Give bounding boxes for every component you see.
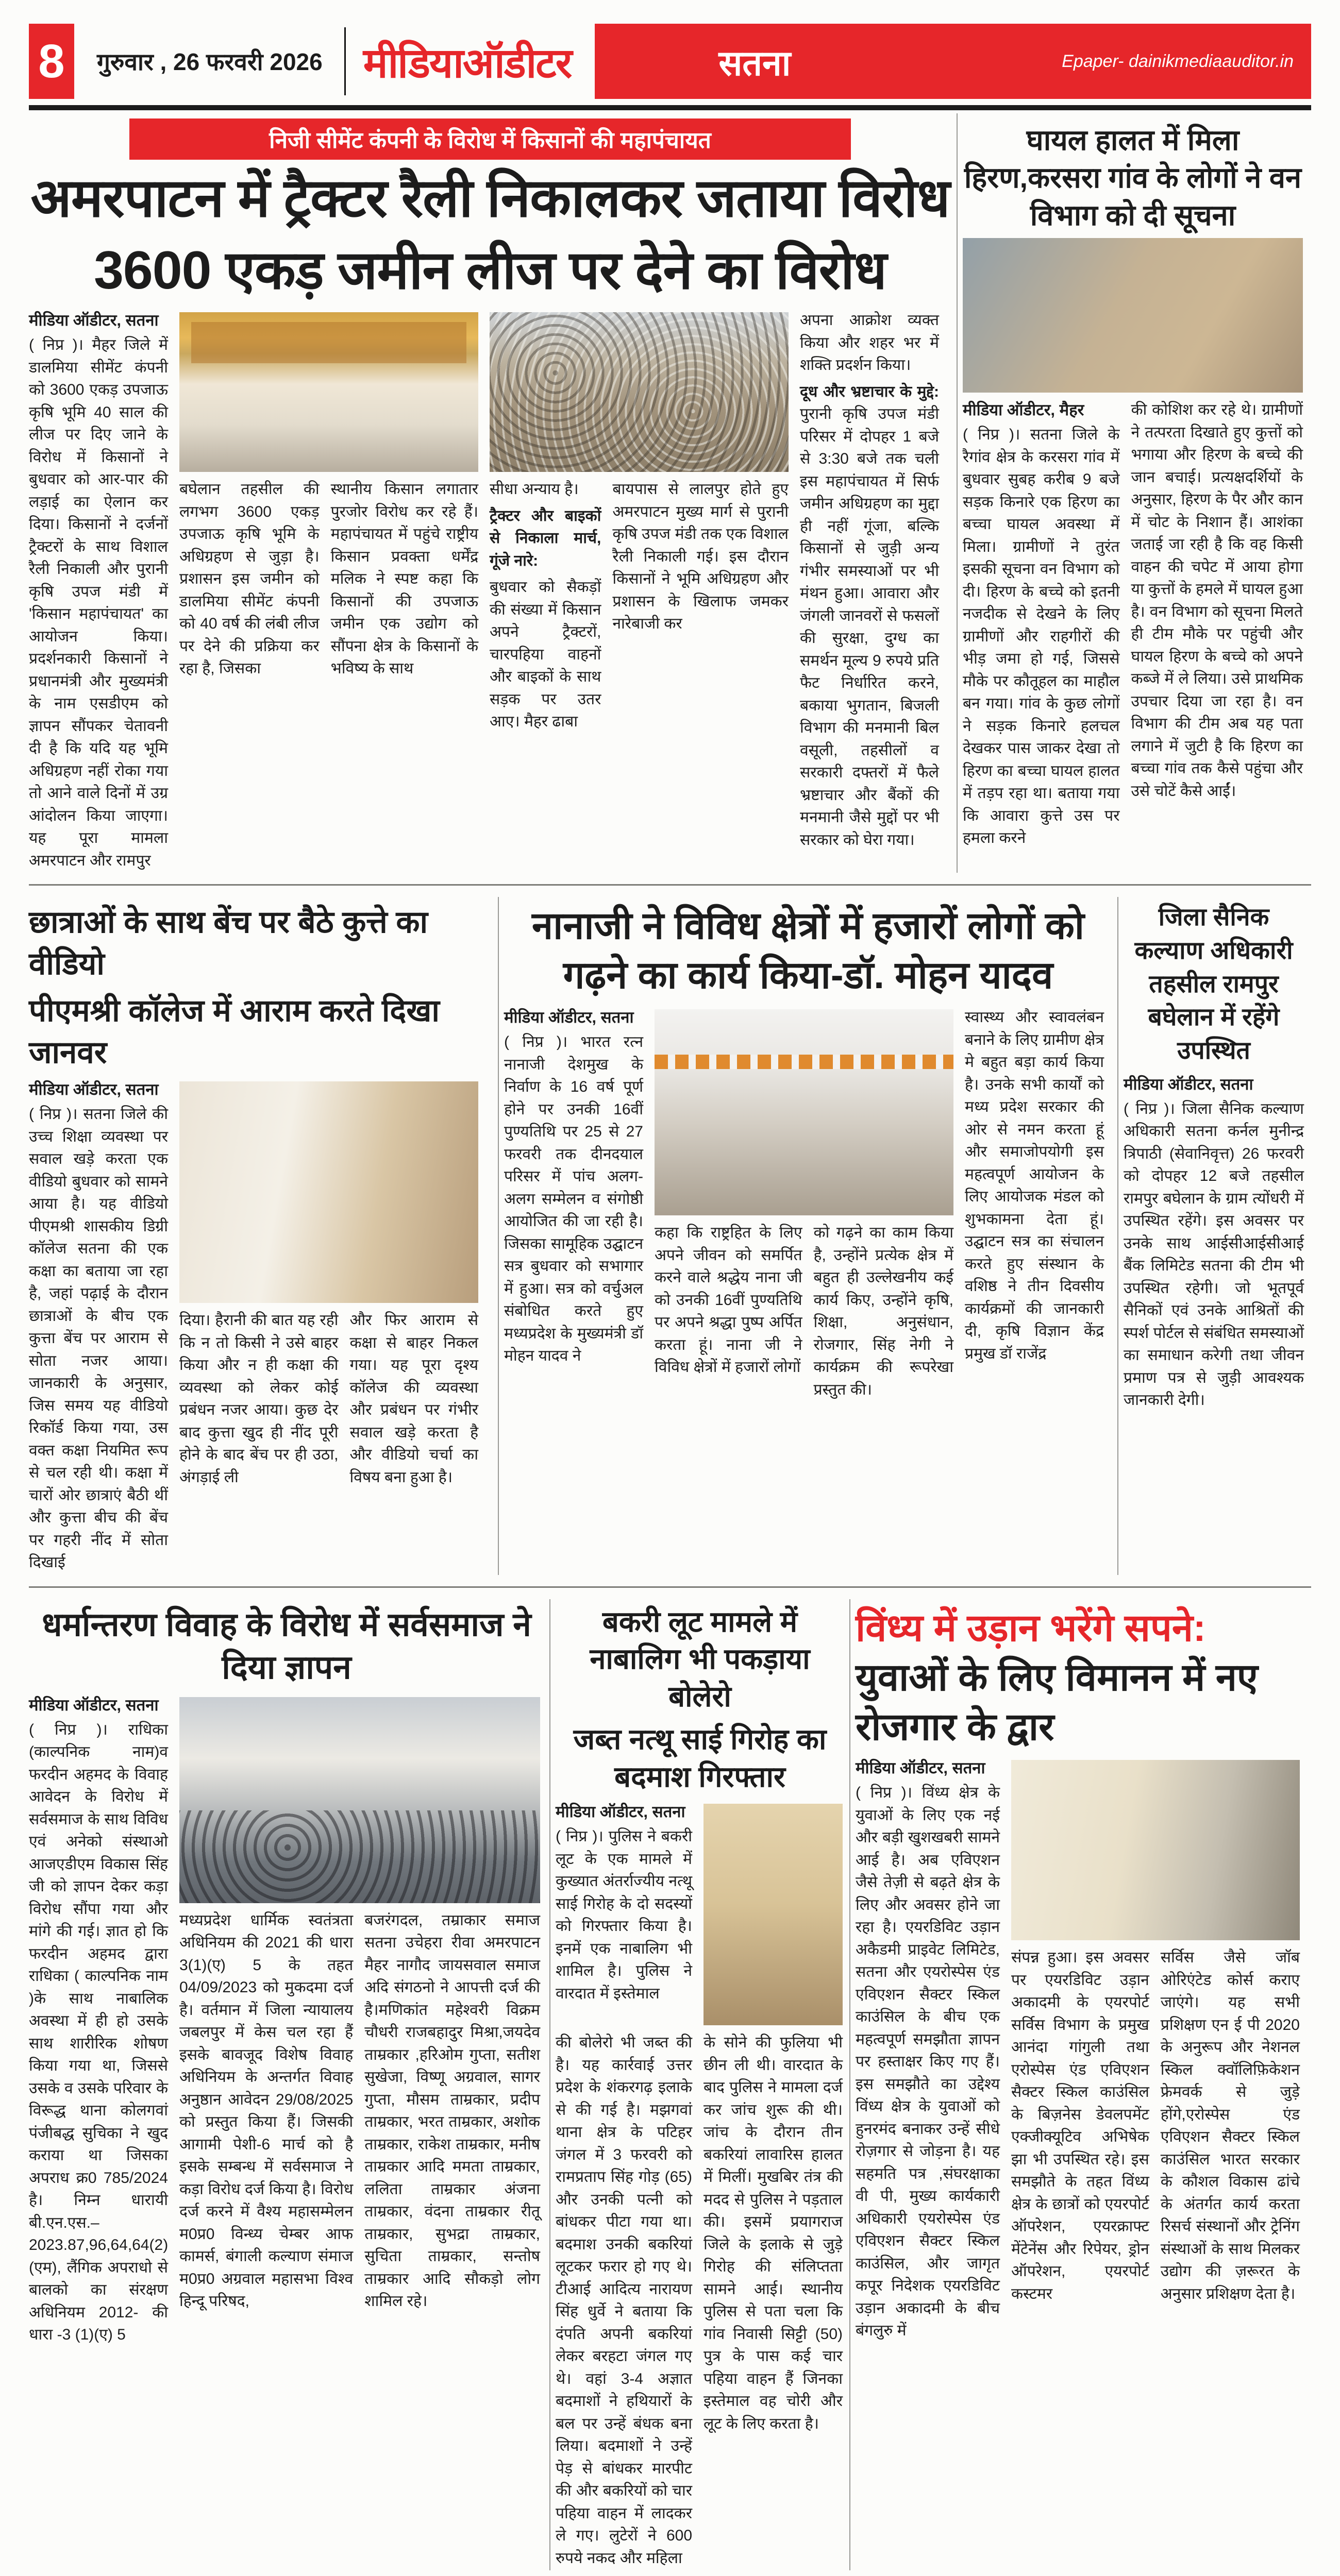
photo-deendayal-parisar-hall bbox=[655, 1009, 953, 1215]
bakri-body-top bbox=[556, 1801, 844, 2031]
bakri-headline-line1: बकरी लूट मामले में नाबालिग भी पकड़ाया बोलेरो bbox=[590, 1605, 810, 1713]
vindhya-body bbox=[856, 1757, 1304, 2346]
byline: मीडिया ऑडीटर, सतना bbox=[29, 1080, 159, 1098]
section-rule bbox=[29, 1586, 1311, 1588]
body-text: ( निप्र )। सतना जिले के रैगांव क्षेत्र के करसरा गांव में बुधवार सुबह करीब 9 बजे सड़क किनारे एक हिरण का बच्चा घायल अवस्था में मिला। ग्रामीणों ने तुरंत इसकी सूचना वन विभाग को दी। हिरण के बच्चे को इतनी नजदीक से देखने के लिए ग्रामीणों और राहगीरों की भीड़ जमा हो गई, जिससे मौके पर कौतूहल का माहौल बन गया। गांव के कुछ लोगों ने सड़क किनारे हलचल देखकर पास जाकर देखा तो हिरण का बच्चा घायल हालत में तड़प रहा था। बताया गया कि आवारा कुत्ते उस पर हमला करने bbox=[963, 426, 1120, 847]
byline: मीडिया ऑडीटर, मैहर bbox=[963, 401, 1084, 419]
dog-col-group bbox=[179, 1078, 478, 1578]
body-text: संपन्न हुआ। इस अवसर पर एयरडिविट उड़ान अकादमी के एयरपोर्ट सर्विस विभाग के प्रमुख आनंदा गांगुली तथा एरोस्पेस एंड एविएशन सैक्टर स्किल काउंसिल के बिज़नेस डेवलपमेंट एक्जीक्यूटिव अभिषेक झा भी उपस्थित रहे। इस समझौते के तहत विंध्य क्षेत्र के छात्रों को एयरपोर्ट ऑपरेशन, एयरक्राफ्ट मेंटेनेंस और रिपेयर, ड्रोन ऑपरेशन, एयरपोर्ट कस्टमर bbox=[1011, 1949, 1149, 2302]
byline: मीडिया ऑडीटर, सतना bbox=[856, 1759, 985, 1777]
sub-head bbox=[490, 505, 601, 572]
dog-headline-line1: छात्राओं के साथ बेंच पर बैठे कुत्ते का वीडियो bbox=[29, 905, 428, 981]
article-dog-in-college bbox=[29, 894, 493, 1578]
body-text-with-subhead bbox=[800, 381, 939, 852]
main-col-4 bbox=[490, 478, 601, 737]
deer-headline: घायल हालत में मिला हिरण,करसरा गांव के लोगों ने वन विभाग को दी सूचना bbox=[964, 124, 1302, 231]
under-photo-cols bbox=[655, 1222, 953, 1405]
body-text: ( निप्र )। सतना जिले की उच्च शिक्षा व्यवस्था पर सवाल खड़े करता एक वीडियो बुधवार को सामने आया है। यह वीडियो पीएमश्री शासकीय डिग्री कॉलेज सतना की एक कक्षा का बताया जा रहा है, जहां पढ़ाई के दौरान छात्राओं के बीच एक कुत्ता बेंच पर आराम से सोता नजर आया। जानकारी के अनुसार, जिस समय यह वीडियो रिकॉर्ड किया गया, उस वक्त कक्षा नियमित रूप से चल रही थी। कक्षा में चारों ओर छात्राएं बैठी थीं और कुत्ता बीच की बेंच पर गहरी नींद में सोता दिखाई bbox=[29, 1106, 168, 1571]
header-rule bbox=[29, 105, 1311, 110]
masthead-row bbox=[29, 23, 1311, 100]
bakri-headline-line2: जब्त नत्थू साई गिरोह का बदमाश गिरफ्तार bbox=[573, 1722, 827, 1793]
body-text: बुधवार को सैकड़ों की संख्या में किसान अपने ट्रैक्टरों, चारपहिया वाहनों और बाइकों के साथ सड़क पर उतर आए। मैहर ढाबा bbox=[490, 579, 601, 730]
body-text: स्वास्थ्य और स्वावलंबन बनाने के लिए ग्रामीण क्षेत्र मे बहुत बड़ा कार्य किया है। उनके सभी कार्यों को मध्य प्रदेश सरकार की ओर से नमन करता हूं और समाजोपयोगी इस महत्वपूर्ण आयोजन के लिए आयोजक मंडल को शुभकामना देता हूं। उद्घाटन सत्र का संचालन करते हुए संस्थान के वशिष्ठ ने तीन दिवसीय कार्यक्रमों की जानकारी दी, कृषि विज्ञान केंद्र प्रमुख डॉ राजेंद्र bbox=[965, 1009, 1104, 1362]
dharm-body bbox=[29, 1694, 544, 2350]
byline: मीडिया ऑडीटर, सतना bbox=[1124, 1075, 1253, 1093]
body-text: और फिर आराम से कक्षा से बाहर निकल गया। यह पूरा दृश्य कॉलेज की व्यवस्था और प्रबंधन पर गंभीर सवाल खड़े करता है और वीडियो चर्चा का विषय बना हुआ है। bbox=[349, 1312, 478, 1486]
column-divider bbox=[1117, 897, 1118, 1575]
vindhya-headline bbox=[856, 1603, 1304, 1752]
vindhya-col-1 bbox=[856, 1757, 1000, 2346]
newspaper-logo: मीडियाऑडीटर bbox=[363, 40, 572, 86]
under-photo-cols bbox=[179, 1309, 478, 1493]
edition-band bbox=[595, 24, 1311, 99]
dharm-col-1 bbox=[29, 1694, 168, 2350]
body-text: अपना आक्रोश व्यक्त किया और शहर भर में शक्ति प्रदर्शन किया। bbox=[800, 312, 939, 374]
article-aviation-jobs bbox=[856, 1596, 1304, 2574]
article-nanaji-deshmukh bbox=[504, 894, 1112, 1578]
article-tractor-rally bbox=[29, 110, 951, 876]
dharm-headline: धर्मान्तरण विवाह के विरोध में सर्वसमाज ने दिया ज्ञापन bbox=[42, 1605, 531, 1686]
byline: मीडिया ऑडीटर, सतना bbox=[504, 1008, 634, 1027]
row-two bbox=[29, 894, 1311, 1578]
body-text: स्थानीय किसान लगातार पुरजोर विरोध कर रहे हैं। महापंचायत में पहुंचे राष्ट्रीय किसान प्रवक्ता धर्मेंद्र मलिक ने स्पष्ट कहा कि किसानों की उपजाऊ जमीन एक उद्योग को सौंपना क्षेत्र के किसानों के भविष्य के साथ bbox=[330, 481, 478, 677]
dog-headline-line2: पीएमश्री कॉलेज में आराम करते दिखा जानवर bbox=[29, 993, 440, 1070]
dog-body bbox=[29, 1078, 493, 1578]
sainik-headline: जिला सैनिक कल्याण अधिकारी तहसील रामपुर बघेलान में रहेंगे उपस्थित bbox=[1134, 904, 1293, 1065]
byline: मीडिया ऑडीटर, सतना bbox=[556, 1803, 685, 1821]
bakri-body-bottom bbox=[556, 2031, 844, 2573]
column-divider bbox=[549, 1599, 550, 2571]
bakri-col-1 bbox=[556, 1801, 692, 2031]
body-text: ( निप्र )। जिला सैनिक कल्याण अधिकारी सतना कर्नल मुनीन्द्र त्रिपाठी (सेवानिवृत्त) 26 फरवरी को दोपहर 12 बजे तहसील रामपुर बघेलान के ग्राम त्योंधरी में उपस्थित रहेंगे। इस अवसर पर उनके साथ आईसीआईसीआई बैंक लिमिटेड सतना की टीम भी उपस्थित रहेगी। जो भूतपूर्व सैनिकों एवं उनके आश्रितों की स्पर्श पोर्टल से संबंधित समस्याओं का समाधान करेगी तथा जीवन प्रमाण पत्र से जुड़ी आवश्यक जानकारी देगी। bbox=[1124, 1100, 1304, 1409]
main-headline-line2: 3600 एकड़ जमीन लीज पर देने का विरोध bbox=[94, 241, 886, 300]
article-dharmantaran-protest bbox=[29, 1596, 544, 2574]
column-divider bbox=[498, 897, 499, 1575]
photo-mou-signing-office bbox=[1011, 1760, 1300, 1940]
epaper-link[interactable]: Epaper- dainikmediaauditor.in bbox=[1062, 51, 1294, 71]
body-text: बजरंगदल, तम्राकार समाज सतना उचेहरा रीवा अमरपाटन मैहर नागौद जायसवाल समाज अदि संगठनो ने आपत्ती दर्ज की है।मणिकांत महेश्वरी विक्रम चौधरी राजबहादुर मिश्रा,जयदेव ताम्रकार ,हरिओम गुप्ता, सतीश सुखेजा, विष्णू अग्रवाल, सागर गुप्ता, मौसम ताम्रकार, प्रदीप ताम्रकार, भरत ताम्रकार, अशोक ताम्रकार, राकेश ताम्रकार, मनीष ताम्रकार आदि ममता ताम्रकार, ललिता ताम्रकार अंजना ताम्रकार, वंदना ताम्रकार रीतू ताम्रकार, सुभद्रा ताम्रकार, सुचिता ताम्रकार, सन्तोष ताम्रकार आदि सौकड़ो लोग शामिल रहे। bbox=[364, 1911, 540, 2310]
body-text: मध्यप्रदेश धार्मिक स्वतंत्रता अधिनियम की 2021 की धारा 3(1)(ए) 5 के तहत 04/09/2023 को मुकदमा दर्ज है। वर्तमान में जिला न्यायालय जबलपुर में केस चल रहा हैं इसके बावजूद विशेष विवाह अधिनियम के अन्तर्गत विवाह अनुष्ठान आवेदन 29/08/2025 को प्रस्तुत किया हैं। जिसकी आगामी पेशी-6 मार्च को है इसके सम्बन्ध में सर्वसमाज ने कड़ा विरोध दर्ज किया है। विरोध दर्ज करने में वैश्य महासम्मेलन म0प्र0 विन्ध्य चेम्बर आफ कामर्स, बंगाली कल्याण संमाज म0प्र0 अग्रवाल महासभा विश्व हिन्दू परिषद, bbox=[179, 1911, 354, 2310]
body-text: ( निप्र )। राधिका (काल्पनिक नाम)व फरदीन अहमद के विवाह आवेदन के विरोध में सर्वसमाज के साथ विविध एवं अनेको संस्थाओ आजएडीएम विकास सिंह जी को ज्ञापन देकर कड़ा विरोध सौंपा गया और मांगे की गई। ज्ञात हो कि फरदीन अहमद द्वारा राधिका ( काल्पनिक नाम )के साथ नाबालिक अवस्था में ही हो उसके साथ शारीरिक शोषण किया गया था, जिससे उसके व उसके परिवार के विरूद्ध थाना कोलगवां पंजीबद्ध सुचिका ने खुद कराया था जिसका अपराध क्र0 785/2024 है। निम्न धारायी बी.एन.एस.– 2023.87,96,64,64(2)(एम), लैंगिक अपराधो से बालको का संरक्षण अधिनियम 2012- की धारा -3 (1)(ए) 5 bbox=[29, 1721, 169, 2344]
column-divider bbox=[849, 1599, 850, 2571]
bakri-photo-wrap bbox=[703, 1801, 843, 2031]
sub-head-bold: ट्रैक्टर और बाइकों से निकाला मार्च, गूंजे नारे: bbox=[490, 507, 601, 569]
photo-rally-crowd bbox=[490, 312, 789, 472]
nanaji-col-1 bbox=[504, 1006, 643, 1405]
body-text: को गढ़ने का काम किया है, उन्होंने प्रत्येक क्षेत्र में बहुत ही उल्लेखनीय कई कार्य किए, उन्होंने कृषि, शिक्षा, अनुसंधान, रोजगार, सिंह नेगी ने कार्यक्रम की रूपरेखा प्रस्तुत की। bbox=[813, 1224, 953, 1398]
byline: मीडिया ऑडीटर, सतना bbox=[29, 1696, 159, 1714]
main-col-group-1 bbox=[179, 309, 478, 876]
edition-name: सतना bbox=[718, 43, 791, 83]
article-sainik-kalyan bbox=[1124, 894, 1304, 1578]
main-col-1 bbox=[29, 309, 168, 876]
body-text: की बोलेरो भी जब्त की है। यह कार्रवाई उत्तर प्रदेश के शंकरगढ़ इलाके से की गई है। मझगवां थाना क्षेत्र के पटिहर जंगल में 3 फरवरी को रामप्रताप सिंह गोड़ (65) और उनकी पत्नी को बांधकर पीटा गया था। बदमाश उनकी बकरियां लूटकर फरार हो गए थे। टीआई आदित्य नारायण सिंह धुर्वे ने बताया कि दंपति अपनी बकरियां लेकर बरहटा जंगल गए थे। वहां 3-4 अज्ञात बदमाशों ने हथियारों के बल पर उन्हें बंधक बना लिया। बदमाशों ने उन्हें पेड़ से बांधकर मारपीट की और बकरियों को चार पहिया वाहन में लादकर ले गए। लुटेरों ने 600 रुपये नकद और महिला bbox=[556, 2034, 692, 2567]
body-text: पुरानी कृषि उपज मंडी परिसर में दोपहर 1 बजे से 3:30 बजे तक चली इस महापंचायत में सिर्फ जमीन अधिग्रहण का मुद्दा ही नहीं गूंजा, बल्कि किसानों से जुड़ी अन्य गंभीर समस्याओं पर भी मंथन हुआ। आवारा और जंगली जानवरों से फसलों की सुरक्षा, दुग्ध का समर्थन मूल्य 9 रुपये प्रति फैट निर्धारित करने, बकाया भुगतान, बिजली विभाग की मनमानी बिल वसूली, तहसीलों व सरकारी दफ्तरों में फैले भ्रष्टाचार और बैंकों की मनमानी जैसे मुद्दों पर भी सरकार को घेरा गया। bbox=[800, 405, 939, 849]
body-text: ( निप्र )। विंध्य क्षेत्र के युवाओं के लिए एक नई और बड़ी खुशखबरी सामने आई है। अब एविएशन जैसे तेज़ी से बढ़ते क्षेत्र के लिए और अवसर होने जा रहा है। एयरडिविट उड़ान अकैडमी प्राइवेट लिमिटेड, सतना और एयरोस्पेस एंड एविएशन सैक्टर स्किल काउंसिल के बीच एक महत्वपूर्ण समझौता ज्ञापन पर हस्ताक्षर किए गए हैं। इस समझौते का उद्देश्य विंध्य क्षेत्र के युवाओं को हुनरमंद बनाकर उन्हें सीधे रोज़गार से जोड़ना है। यह सहमति पत्र ,संघरक्षाका वी पी, मुख्य कार्यकारी अधिकारी एयरोस्पेस एंड एविएशन सैक्टर स्किल काउंसिल, और जागृत कपूर निदेशक एयरडिविट उड़ान अकादमी के बीच बंगलुरु में bbox=[856, 1784, 1000, 2340]
under-photo-cols bbox=[490, 478, 789, 737]
main-col-group-2 bbox=[490, 309, 789, 876]
main-col-6 bbox=[800, 309, 939, 876]
row-top bbox=[29, 110, 1311, 876]
body-text: के सोने की फुलिया भी छीन ली थी। वारदात के बाद पुलिस ने मामला दर्ज कर जांच शुरू की थी। जांच के दौरान तीन बकरियां लावारिस हालत में मिलीं। मुखबिर तंत्र की मदद से पुलिस ने पड़ताल की। इसमें प्रयागराज जिले के इलाके से जुड़े गिरोह की संलिप्तता सामने आई। स्थानीय पुलिस से पता चला कि गांव निवासी सिट्टी (50) पुत्र के पास कई चार पहिया वाहन हैं जिनका इस्तेमाल वह चोरी और लूट के लिए करता है। bbox=[703, 2034, 843, 2432]
article-goat-loot-arrest bbox=[556, 1596, 844, 2574]
deer-body bbox=[963, 399, 1303, 854]
body-text: कहा कि राष्ट्रहित के लिए अपने जीवन को समर्पित करने वाले श्रद्धेय नाना जी को उनकी 16वीं पुण्यतिथि पर अपने श्रद्धा पुष्प अर्पित करता हूं। नाना जी ने विविध क्षेत्रों में हजारों लोगों bbox=[655, 1224, 802, 1376]
body-text: बघेलान तहसील की लगभग 3600 एकड़ उपजाऊ कृषि भूमि के अधिग्रहण से जुड़ा है। प्रशासन इस जमीन को डालमिया सीमेंट कंपनी को 40 वर्ष की लंबी लीज पर देने की प्रक्रिया कर रहा है, जिसका bbox=[179, 481, 320, 677]
column-divider bbox=[957, 113, 958, 873]
byline: मीडिया ऑडीटर, सतना bbox=[29, 311, 159, 329]
photo-police-with-accused bbox=[703, 1804, 843, 2025]
under-photo-cols bbox=[1011, 1946, 1300, 2309]
photo-deer-rescue bbox=[963, 238, 1303, 393]
nanaji-body bbox=[504, 1006, 1112, 1405]
page-number-box: 8 bbox=[29, 24, 74, 99]
main-body bbox=[29, 309, 951, 876]
nanaji-headline: नानाजी ने विविध क्षेत्रों में हजारों लोगों को गढ़ने का कार्य किया-डॉ. मोहन यादव bbox=[532, 904, 1084, 997]
photo-memorandum-crowd bbox=[179, 1697, 540, 1903]
body-text: दिया। हैरानी की बात यह रही कि न तो किसी ने उसे बाहर किया और न ही कक्षा की व्यवस्था को लेकर कोई प्रबंधन नजर आया। कुछ देर बाद कुत्ता खुद ही नींद पूरी होने के बाद बेंच पर ही उठा, अंगड़ाई ली bbox=[179, 1312, 339, 1486]
deer-col-1 bbox=[963, 399, 1119, 854]
body-text: सर्विस जैसे जॉब ओरिएंटेड कोर्स कराए जाएंगे। यह सभी प्रशिक्षण एन ई पी 2020 के अनुरूप और नेशनल स्किल क्वॉलिफ़िकेशन फ्रेमवर्क से जुड़े होंगे,एरोस्पेस एंड एविएशन सैक्टर स्किल काउंसिल भारत सरकार के कौशल विकास ढांचे के अंतर्गत कार्य करता रिसर्च संस्थानों और ट्रेनिंग संस्थाओं के साथ मिलकर उद्योग की ज़रूरत के अनुसार प्रशिक्षण देता है। bbox=[1160, 1949, 1300, 2302]
header-divider bbox=[344, 27, 346, 95]
under-photo-cols bbox=[179, 1909, 540, 2317]
body-text: ( निप्र )। भारत रत्न नानाजी देशमुख के निर्वाण के 16 वर्ष पूर्ण होने पर उनकी 16वीं पुण्यतिथि पर 25 से 27 फरवरी तक दीनदयाल परिसर में पांच अलग-अलग सम्मेलन व संगोष्ठी आयोजित की जा रही है। जिसका सामूहिक उद्घाटन सत्र बुधवार को सभागार में हुआ। सत्र को वर्चुअल संबोधित करते हुए मध्यप्रदेश के मुख्यमंत्री डॉ मोहन यादव ने bbox=[504, 1033, 643, 1365]
page-content bbox=[0, 23, 1340, 2576]
nanaji-col-group bbox=[655, 1006, 953, 1405]
edition-date: गुरुवार , 26 फरवरी 2026 bbox=[97, 48, 323, 75]
photo-dog-on-bench bbox=[179, 1081, 478, 1303]
body-text: सीधा अन्याय है। bbox=[490, 481, 579, 498]
dog-col-1 bbox=[29, 1078, 168, 1578]
body-text: ( निप्र )। मैहर जिले में डालमिया सीमेंट कंपनी को 3600 एकड़ उपजाऊ कृषि भूमि 40 साल की लीज पर दिए जाने के विरोध में किसानों ने बुधवार को आर-पार की लड़ाई का ऐलान कर दिया। किसानों ने दर्जनों ट्रैक्टरों के साथ विशाल रैली निकाली और पुरानी कृषि उपज मंडी में 'किसान महापंचायत' का आयोजन किया। प्रदर्शनकारी किसानों ने प्रधानमंत्री और मुख्यमंत्री के नाम एसडीएम को ज्ञापन सौंपकर चेतावनी दी है कि यदि यह भूमि अधिग्रहण नहीं रोका गया तो आने वाले दिनों में उग्र आंदोलन किया जाएगा। यह पूरा मामला अमरपाटन और रामपुर bbox=[29, 336, 168, 869]
vindhya-col-group bbox=[1011, 1757, 1300, 2346]
photo-kisan-mahapanchayat-stage bbox=[179, 312, 478, 472]
article-injured-deer bbox=[963, 110, 1303, 876]
row-three bbox=[29, 1596, 1311, 2574]
kicker-strip: निजी सीमेंट कंपनी के विरोध में किसानों की महापंचायत bbox=[129, 118, 851, 160]
under-photo-cols bbox=[179, 478, 478, 684]
sub-head-bold: दूध और भ्रष्टाचार के मुद्दे: bbox=[800, 383, 939, 400]
vindhya-headline-black: युवाओं के लिए विमानन में नए रोजगार के द्वार bbox=[856, 1655, 1258, 1748]
body-text: बायपास से लालपुर होते हुए अमरपाटन मुख्य मार्ग से पुरानी कृषि उपज मंडी तक एक विशाल रैली निकाली गई। इस दौरान किसानों ने भूमि अधिग्रहण और प्रशासन के खिलाफ जमकर नारेबाजी कर bbox=[612, 481, 789, 632]
body-text: ( निप्र )। पुलिस ने बकरी लूट के एक मामले में कुख्यात अंतर्राज्यीय नत्थू साई गिरोह के दो सदस्यों को गिरफ्तार किया है। इनमें एक नाबालिग भी शामिल है। पुलिस ने वारदात में इस्तेमाल bbox=[556, 1828, 693, 2002]
dharm-col-group bbox=[179, 1694, 540, 2350]
main-headline-line1: अमरपाटन में ट्रैक्टर रैली निकालकर जताया विरोध bbox=[30, 168, 950, 228]
body-text: की कोशिश कर रहे थे। ग्रामीणों ने तत्परता दिखाते हुए कुत्तों को भगाया और हिरण के बच्चे की जान बचाई। प्रत्यक्षदर्शियों के अनुसार, हिरण के पैर और कान में चोट के निशान हैं। आशंका जताई जा रही है कि वह किसी वाहन की चपेट में आया होगा या कुत्तों के हमले में घायल हुआ है। वन विभाग को सूचना मिलते ही टीम मौके पर पहुंची और घायल हिरण के बच्चे को अपने कब्जे में ले लिया। उसे प्राथमिक उपचार दिया जा रहा है। वन विभाग की टीम अब यह पता लगाने में जुटी है कि हिरण का बच्चा गांव तक कैसे पहुंचा और उसे चोटें कैसे आईं। bbox=[1131, 401, 1303, 800]
section-rule bbox=[29, 884, 1311, 886]
vindhya-headline-red: विंध्य में उड़ान भरेंगे सपने: bbox=[856, 1606, 1206, 1649]
